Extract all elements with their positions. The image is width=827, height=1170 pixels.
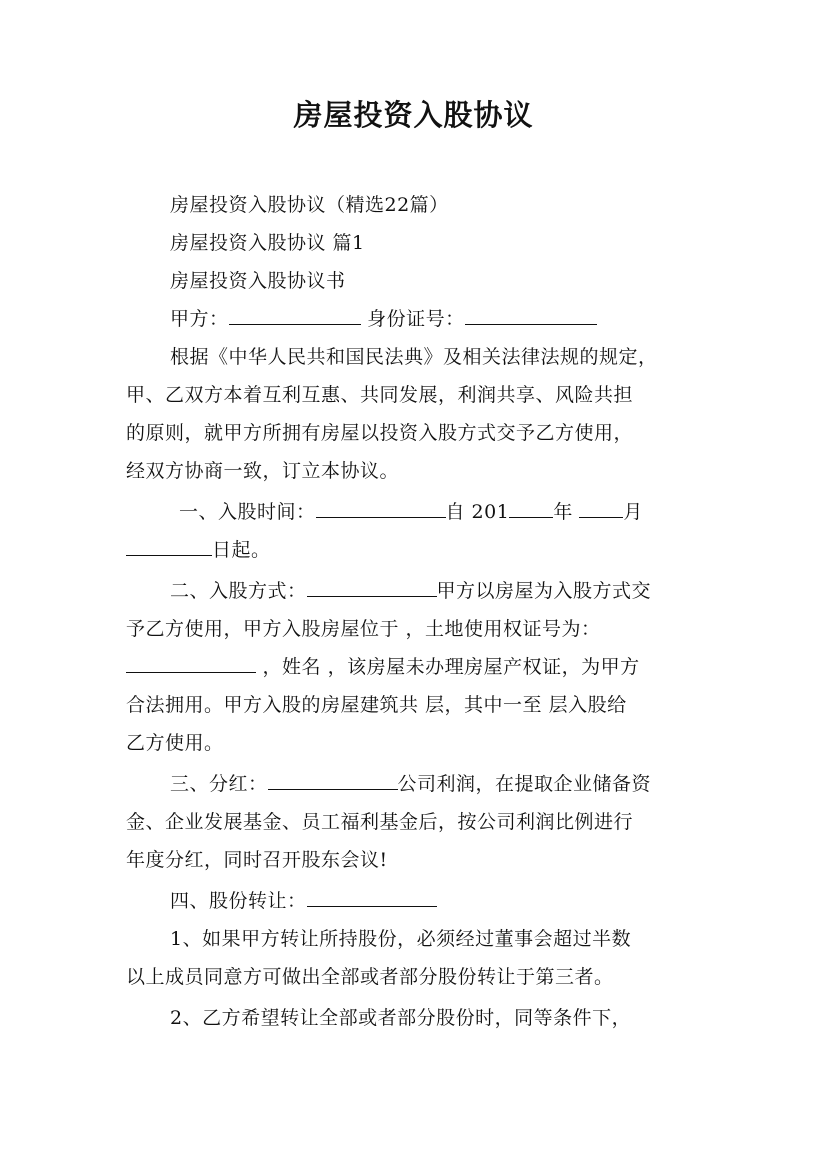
section2-line-5: 乙方使用。 xyxy=(126,732,224,754)
section3-blank xyxy=(268,770,398,790)
section3-line1-text: 公司利润，在提取企业储备资 xyxy=(397,773,652,795)
section1-from: 自 201 xyxy=(445,501,510,523)
year-blank xyxy=(509,498,553,518)
section4-item1-line1: 1、如果甲方转让所持股份，必须经过董事会超过半数 xyxy=(170,928,632,950)
section1-line xyxy=(126,497,706,527)
section3-line-2: 金、企业发展基金、员工福利基金后，按公司利润比例进行 xyxy=(126,811,634,833)
collection-subtitle: 房屋投资入股协议（精选22篇） xyxy=(170,194,449,216)
party-a-label: 甲方： xyxy=(170,308,229,330)
day-suffix: 日起。 xyxy=(212,539,271,561)
agreement-name: 房屋投资入股协议书 xyxy=(170,270,346,292)
section2-line-1 xyxy=(126,576,706,606)
section4-blank xyxy=(307,887,437,907)
section2-label: 二、入股方式： xyxy=(170,580,307,602)
id-number-blank xyxy=(465,305,597,325)
section1-day-line xyxy=(126,535,706,565)
section1-label: 一、入股时间： xyxy=(179,501,316,523)
section2-line-2: 予乙方使用，甲方入股房屋位于 ，土地使用权证号为： xyxy=(126,618,601,640)
section3-line-1 xyxy=(126,769,706,799)
document-body xyxy=(126,190,706,1033)
intro-line-2: 甲、乙双方本着互利互惠、共同发展，利润共享、风险共担 xyxy=(126,384,634,406)
month-label: 月 xyxy=(623,501,643,523)
intro-line-1: 根据《中华人民共和国民法典》及相关法律法规的规定， xyxy=(170,346,658,368)
section3-label: 三、分红： xyxy=(170,773,268,795)
document-title: 房屋投资入股协议 xyxy=(293,98,534,132)
section4-item2-line1: 2、乙方希望转让全部或者部分股份时，同等条件下， xyxy=(170,1007,632,1029)
section2-line-4: 合法拥用。甲方入股的房屋建筑共 层，其中一至 层入股给 xyxy=(126,694,627,716)
section4-label: 四、股份转让： xyxy=(170,890,307,912)
section2-line-3 xyxy=(126,652,706,682)
year-label: 年 xyxy=(553,501,573,523)
day-blank xyxy=(126,536,212,556)
id-number-label: 身份证号： xyxy=(367,308,465,330)
section4-item1-line2: 以上成员同意方可做出全部或者部分股份转让于第三者。 xyxy=(126,966,614,988)
party-a-blank xyxy=(229,305,361,325)
section2-line1-text: 甲方以房屋为入股方式交 xyxy=(436,580,652,602)
intro-line-3: 的原则，就甲方所拥有房屋以投资入股方式交予乙方使用， xyxy=(126,422,634,444)
section2-method-blank xyxy=(307,577,437,597)
section2-line3-text: ，姓名 ，该房屋未办理房屋产权证，为甲方 xyxy=(262,656,640,678)
land-cert-blank xyxy=(126,653,256,673)
intro-line-4: 经双方协商一致，订立本协议。 xyxy=(126,460,400,482)
section1-time-blank xyxy=(316,498,446,518)
party-a-line xyxy=(126,304,706,334)
section4-line xyxy=(126,886,706,916)
article-heading: 房屋投资入股协议 篇1 xyxy=(170,232,365,254)
section3-line-3: 年度分红，同时召开股东会议! xyxy=(126,849,388,871)
month-blank xyxy=(579,498,623,518)
